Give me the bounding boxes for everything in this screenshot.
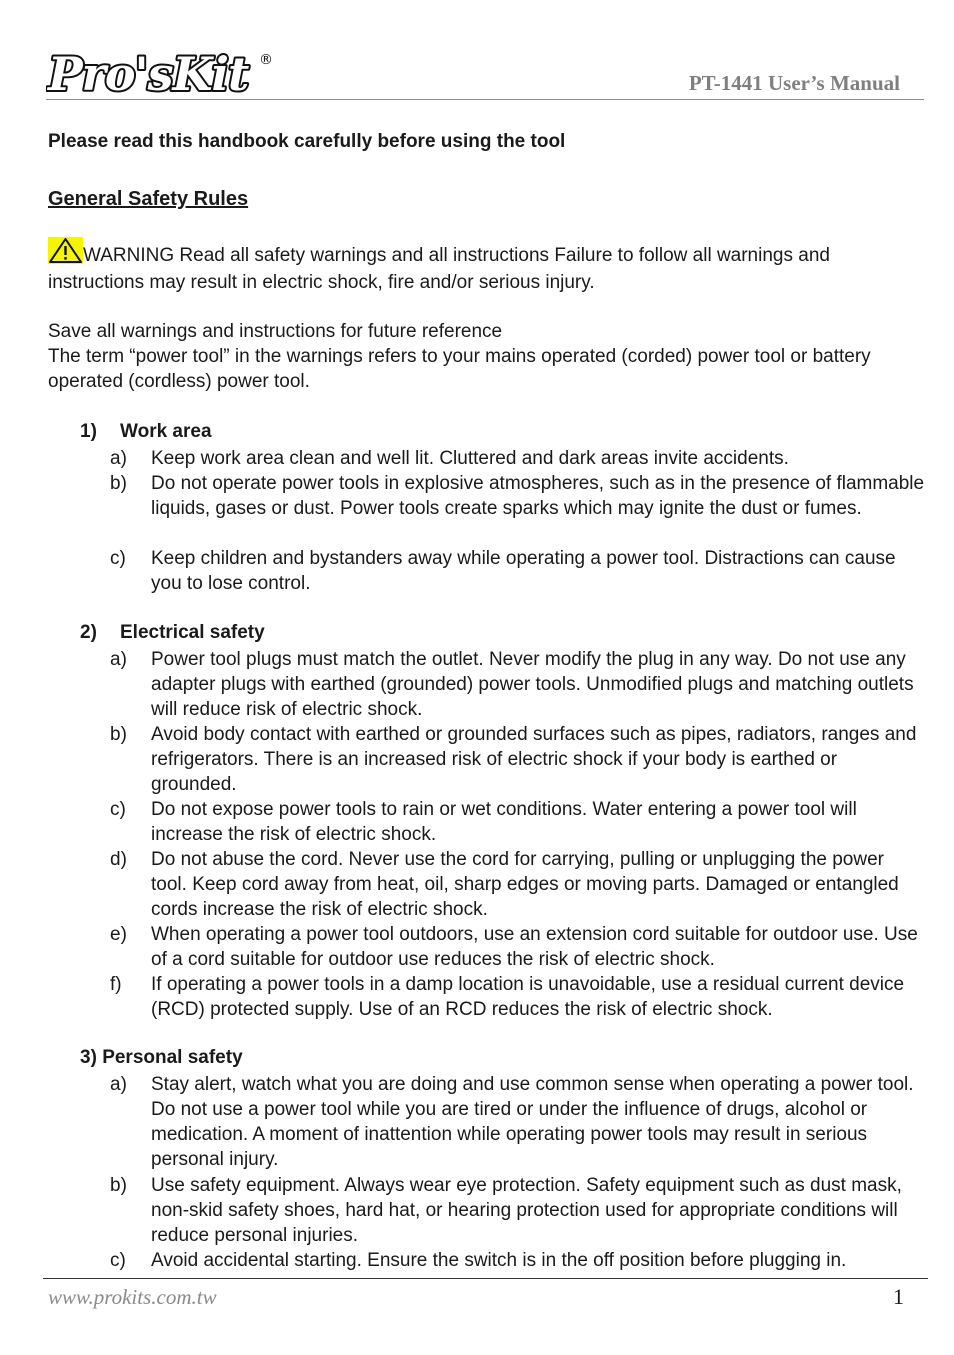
list-item bbox=[110, 797, 925, 847]
item-letter: e) bbox=[110, 924, 127, 945]
section-title-work-area bbox=[80, 421, 212, 443]
list-item bbox=[110, 1173, 925, 1248]
item-text: Use safety equipment. Always wear eye protection. Safety equipment such as dust mask, non-skid safety shoes, hard hat, or hearing protection used for appropriate conditions will reduce personal injuries. bbox=[151, 1175, 902, 1246]
list-item bbox=[110, 1072, 925, 1172]
warning-triangle-icon bbox=[48, 237, 83, 264]
section-title-personal-safety bbox=[80, 1047, 243, 1069]
section-title-electrical-safety bbox=[80, 622, 265, 644]
item-letter: b) bbox=[110, 473, 127, 494]
section-number: 1) bbox=[80, 421, 97, 442]
section-title-text: Work area bbox=[120, 421, 212, 442]
item-letter: a) bbox=[110, 649, 127, 670]
list-item bbox=[110, 922, 925, 972]
footer-url: www.prokits.com.tw bbox=[48, 1285, 217, 1309]
section-title-text: Personal safety bbox=[102, 1047, 243, 1068]
item-letter: b) bbox=[110, 1175, 127, 1196]
section-number: 2) bbox=[80, 622, 97, 643]
item-text: Do not expose power tools to rain or wet conditions. Water entering a power tool will increase the risk of electric shock. bbox=[151, 799, 857, 845]
section-heading: General Safety Rules bbox=[48, 188, 249, 210]
item-text: Stay alert, watch what you are doing and use common sense when operating a power tool. Do not use a power tool while you are tired or under the influence of drugs, alcohol or medication. A moment of inattention while operating power tools may result in serious personal injury. bbox=[151, 1074, 914, 1170]
registered-mark: ® bbox=[259, 52, 273, 68]
item-text: If operating a power tools in a damp location is unavoidable, use a residual current device (RCD) protected supply. Use of an RCD reduces the risk of electric shock. bbox=[151, 974, 905, 1020]
footer-divider bbox=[43, 1278, 928, 1279]
item-letter: c) bbox=[110, 548, 126, 569]
warning-paragraph bbox=[48, 237, 918, 296]
note-line: The term “power tool” in the warnings refers to your mains operated (corded) power tool or battery bbox=[48, 346, 871, 367]
item-letter: a) bbox=[110, 1074, 127, 1095]
svg-text:Pro'sKit: Pro'sKit bbox=[48, 47, 249, 96]
note-line: Save all warnings and instructions for future reference bbox=[48, 321, 503, 342]
item-text: Avoid body contact with earthed or grounded surfaces such as pipes, radiators, ranges and refrigerators. There is an increased risk of electric shock if your body is earthed or grounded. bbox=[151, 724, 917, 795]
manual-title: PT-1441 User’s Manual bbox=[688, 71, 900, 95]
header-divider bbox=[46, 99, 924, 100]
note-line: operated (cordless) power tool. bbox=[48, 371, 310, 392]
list-item bbox=[110, 847, 925, 922]
page-number: 1 bbox=[893, 1284, 904, 1309]
intro-text: Please read this handbook carefully before using the tool bbox=[48, 131, 566, 152]
item-letter: c) bbox=[110, 799, 126, 820]
section-title-text: Electrical safety bbox=[120, 622, 265, 643]
item-letter: a) bbox=[110, 448, 127, 469]
list-item bbox=[110, 722, 925, 797]
item-text: When operating a power tool outdoors, use an extension cord suitable for outdoor use. Use of a cord suitable for outdoor use reduces the risk of electric shock. bbox=[151, 924, 918, 970]
item-letter: b) bbox=[110, 724, 127, 745]
item-letter: f) bbox=[110, 974, 122, 995]
list-item bbox=[110, 972, 925, 1022]
item-text: Avoid accidental starting. Ensure the switch is in the off position before plugging in. bbox=[151, 1250, 847, 1271]
proskit-logo bbox=[46, 44, 276, 96]
list-item bbox=[110, 546, 925, 596]
item-letter: c) bbox=[110, 1250, 126, 1271]
item-text: Do not operate power tools in explosive atmospheres, such as in the presence of flammable liquids, gases or dust. Power tools create sparks which may ignite the dust or fumes. bbox=[151, 473, 925, 519]
list-item bbox=[110, 647, 925, 722]
list-item bbox=[110, 471, 925, 521]
list-item bbox=[110, 1248, 925, 1273]
item-text: Keep children and bystanders away while operating a power tool. Distractions can cause you to lose control. bbox=[151, 548, 896, 594]
list-item bbox=[110, 446, 925, 471]
section-number: 3) bbox=[80, 1047, 97, 1068]
item-text: Keep work area clean and well lit. Cluttered and dark areas invite accidents. bbox=[151, 448, 789, 469]
item-text: Power tool plugs must match the outlet. Never modify the plug in any way. Do not use any adapter plugs with earthed (grounded) power tools. Unmodified plugs and matching outlets will reduce risk of electric shock. bbox=[151, 649, 914, 720]
warning-text: WARNING Read all safety warnings and all instructions Failure to follow all warnings and instructions may result in electric shock, fire and/or serious injury. bbox=[48, 245, 830, 293]
item-letter: d) bbox=[110, 849, 127, 870]
item-text: Do not abuse the cord. Never use the cord for carrying, pulling or unplugging the power tool. Keep cord away from heat, oil, sharp edges or moving parts. Damaged or entangled cords increase the risk of electric shock. bbox=[151, 849, 899, 920]
